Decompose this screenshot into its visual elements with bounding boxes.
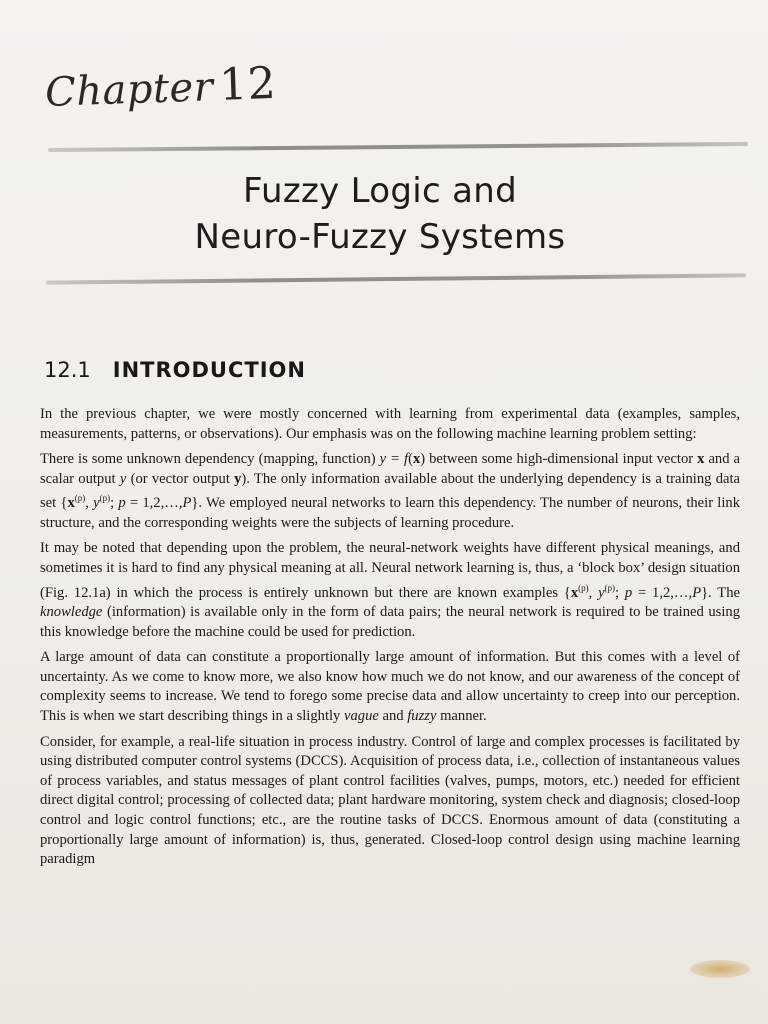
text-run: y = f [379,451,409,468]
text-run: x [67,495,75,512]
text-run: Consider, for example, a real-life situation in process industry. Control of large and complex processes is facilitated by using distributed computer control systems (DCCS). Acquisition of process data, i.e., collection of instantaneous values of process variables, and status messages of plant control facilities (valves, pumps, motors, etc.) needed for efficient direct digital control; processing of collected data; plant hardware monitoring, system check and diagnosis; closed-loop control and logic control functions; etc., are the routine tasks of DCCS. Enormous amount of data (constituting a proportionally large amount of information) is, thus, generated. Closed-loop control design using machine learning paradigm [40,733,740,868]
text-run: and [378,708,408,725]
text-run: y [234,470,242,487]
text-run: P [692,584,702,601]
text-run: There is some unknown dependency (mapping, function) [40,451,380,468]
text-run: knowledge [40,604,103,621]
text-run: x [412,451,421,468]
text-run: ; [615,584,625,601]
text-run: ( [408,451,413,468]
text-run: It may be noted that depending upon the problem, the neural-network weights have different physical meanings, and sometimes it is hard to find any physical meaning at all. Neural network learning is, thus, a ‘block box’ design situation (Fig. 12.1a) in which the process is entirely unknown but there are known examples { [40,540,740,601]
text-run: and a scalar output [40,451,740,487]
paragraph-1 [40,405,740,444]
paragraph-5 [40,733,740,870]
text-run: (p) [604,582,616,593]
paragraph-4 [40,648,740,726]
chapter-title [150,168,610,260]
text-run: p [118,495,126,512]
body-text [40,405,740,876]
text-run: ) between some high-dimensional input vector [420,451,698,468]
text-run: = 1,2,…, [632,584,693,601]
text-run: fuzzy [407,708,437,725]
text-run: = 1,2,…, [125,495,183,512]
text-run: (p) [578,582,589,593]
text-run: , [588,584,599,601]
text-run: P [182,495,192,512]
text-run: y [598,584,605,601]
text-run: x [697,451,705,468]
title-rule-top [48,142,748,152]
text-run: (p) [74,493,86,504]
text-run: y [93,495,100,512]
text-run: (or vector output [126,470,235,487]
chapter-heading [44,58,277,117]
text-run: ). The only information available about the underlying dependency is a training data set { [40,470,740,512]
text-run: }. We employed neural networks to learn this dependency. The number of neurons, their link structure, and the corresponding weights were the subjects of learning procedure. [40,495,740,531]
text-run: x [570,584,579,601]
text-run: (p) [99,493,111,504]
page-corner-shadow [690,960,750,978]
text-run: ; [110,495,119,512]
text-run: manner. [436,708,487,725]
text-run: In the previous chapter, we were mostly concerned with learning from experimental data (examples, samples, measurements, patterns, or observations). Our emphasis was on the following machine learning problem setting: [40,406,740,442]
text-run: }. The [701,584,740,601]
text-run: A large amount of data can constitute a proportionally large amount of information. But this comes with a level of uncertainty. As we come to know more, we also know how much we do not know, and our awareness of the concept of complexity seems to increase. We tend to forego some precise data and allow uncertainty to creep into our perception. This is when we start describing things in a slightly [40,649,740,725]
chapter-title-line-2: Neuro-Fuzzy Systems [194,217,566,257]
chapter-title-line-1: Fuzzy Logic and [242,171,517,211]
paragraph-2 [40,450,740,533]
text-run: p [624,584,633,601]
title-rule-bottom [46,273,746,284]
text-run: vague [344,708,379,725]
section-heading [44,358,306,382]
chapter-number: 12 [218,57,278,111]
section-number: 12.1 [44,358,91,382]
text-run: , [85,495,94,512]
text-run: y [119,470,127,487]
section-title: INTRODUCTION [112,358,306,382]
chapter-label: Chapter [44,64,215,117]
paragraph-3 [40,539,740,642]
text-run: (information) is available only in the form of data pairs; the neural network is required to be trained using this knowledge before the machine could be used for prediction. [40,604,740,640]
